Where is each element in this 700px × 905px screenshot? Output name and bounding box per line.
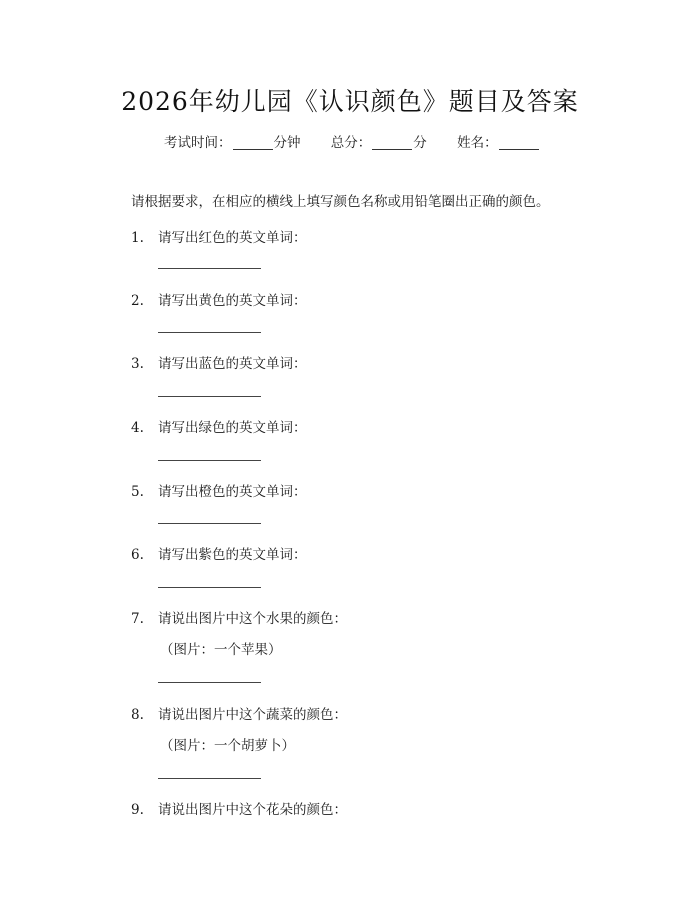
- answer-line-4[interactable]: [158, 460, 261, 461]
- student-name: [457, 135, 540, 151]
- question-text: 请说出图片中这个蔬菜的颜色：: [158, 707, 347, 723]
- answer-line-5[interactable]: [158, 523, 261, 524]
- time-unit: 分钟: [273, 135, 301, 151]
- question-5: [131, 480, 307, 500]
- answer-line-7[interactable]: [158, 682, 261, 683]
- question-1: [131, 226, 307, 246]
- question-number: 2.: [131, 293, 144, 309]
- question-6: [131, 543, 307, 563]
- score-unit: 分: [413, 135, 427, 151]
- question-number: 7.: [131, 611, 144, 627]
- question-8: [131, 703, 347, 723]
- page-title: 2026年幼儿园《认识颜色》题目及答案: [121, 87, 579, 116]
- question-text: 请说出图片中这个水果的颜色：: [158, 611, 347, 627]
- total-score: [331, 135, 427, 151]
- question-text: 请写出紫色的英文单词：: [158, 547, 307, 563]
- question-text: 请写出蓝色的英文单词：: [158, 356, 307, 372]
- question-number: 6.: [131, 547, 144, 563]
- name-label: 姓名：: [457, 135, 498, 151]
- question-number: 8.: [131, 707, 144, 723]
- question-4: [131, 416, 307, 436]
- question-2: [131, 289, 307, 309]
- time-blank[interactable]: [233, 135, 273, 150]
- question-text: 请写出绿色的英文单词：: [158, 420, 307, 436]
- picture-note-7: （图片：一个苹果）: [160, 642, 282, 658]
- instruction-text: 请根据要求，在相应的横线上填写颜色名称或用铅笔圈出正确的颜色。: [131, 194, 550, 210]
- question-3: [131, 352, 307, 372]
- time-label: 考试时间：: [164, 135, 232, 151]
- name-blank[interactable]: [499, 135, 539, 150]
- question-text: 请写出橙色的英文单词：: [158, 484, 307, 500]
- answer-line-1[interactable]: [158, 268, 261, 269]
- question-number: 4.: [131, 420, 144, 436]
- question-text: 请写出红色的英文单词：: [158, 230, 307, 246]
- question-number: 9.: [131, 802, 144, 818]
- question-number: 3.: [131, 356, 144, 372]
- answer-line-8[interactable]: [158, 778, 261, 779]
- question-text: 请说出图片中这个花朵的颜色：: [158, 802, 347, 818]
- answer-line-3[interactable]: [158, 396, 261, 397]
- question-text: 请写出黄色的英文单词：: [158, 293, 307, 309]
- question-9: [131, 798, 347, 818]
- exam-info-row: [164, 131, 566, 151]
- picture-note-8: （图片：一个胡萝卜）: [160, 738, 295, 754]
- answer-line-6[interactable]: [158, 587, 261, 588]
- question-7: [131, 607, 347, 627]
- score-blank[interactable]: [372, 135, 412, 150]
- answer-line-2[interactable]: [158, 332, 261, 333]
- score-label: 总分：: [330, 135, 372, 151]
- question-number: 1.: [131, 230, 144, 246]
- question-number: 5.: [131, 484, 144, 500]
- exam-time: [164, 135, 301, 151]
